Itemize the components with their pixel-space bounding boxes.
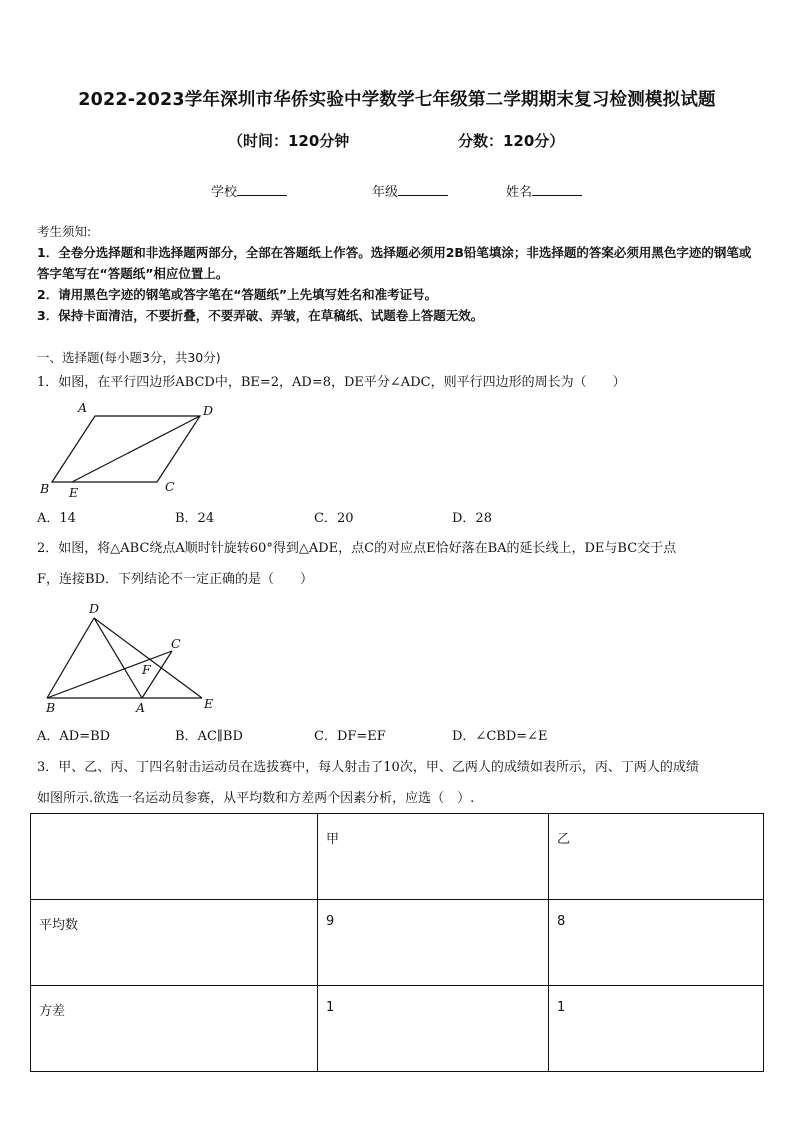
notes-heading: 考生须知:	[37, 224, 92, 239]
table-row	[31, 900, 764, 986]
label-e: E	[204, 696, 214, 711]
table-cell: 平均数	[31, 900, 318, 986]
q1-parallelogram-figure	[36, 398, 226, 502]
table-cell: 8	[549, 900, 764, 986]
table-cell: 方差	[31, 986, 318, 1072]
q1-option-b: B．24	[175, 511, 215, 526]
q1-stem: 1．如图，在平行四边形ABCD中，BE=2，AD=8，DE平分∠ADC，则平行四边形的周长为（ ）	[37, 375, 626, 390]
label-f: F	[142, 662, 151, 677]
table-cell: 9	[318, 900, 549, 986]
q2-option-a: A．AD=BD	[37, 729, 111, 744]
note-item: 1．全卷分选择题和非选择题两部分，全部在答题纸上作答。选择题必须用2B铅笔填涂；非选择题的答案必须用黑色字迹的钢笔或答字笔写在“答题纸”相应位置上。	[37, 245, 752, 281]
q2-option-b: B．AC∥BD	[175, 729, 243, 744]
q2-option-d: D．∠CBD=∠E	[452, 729, 548, 744]
grade-blank	[398, 183, 448, 196]
section-heading: 一、选择题(每小题3分，共30分)	[37, 350, 221, 365]
label-b: B	[46, 700, 56, 715]
label-c: C	[171, 636, 181, 651]
segment-de	[94, 618, 202, 698]
q3-score-table	[30, 813, 764, 1072]
table-header-row	[31, 814, 764, 900]
label-d: D	[89, 601, 100, 616]
page-title: 2022-2023学年深圳市华侨实验中学数学七年级第二学期期末复习检测模拟试题	[78, 90, 716, 110]
name-field	[506, 181, 582, 200]
grade-field	[372, 181, 448, 200]
q3-stem-line1: 3．甲、乙、丙、丁四名射击运动员在选拔赛中，每人射击了10次，甲、乙两人的成绩如表所示，丙、丁两人的成绩	[37, 760, 699, 775]
segment-bd	[47, 618, 94, 698]
q2-option-c: C．DF=EF	[314, 729, 386, 744]
parallelogram-abcd	[52, 416, 200, 482]
segment-da	[94, 618, 142, 698]
segment-de	[72, 416, 200, 482]
label-a: A	[78, 400, 88, 415]
name-blank	[532, 183, 582, 196]
time-label: （时间：120分钟	[228, 132, 350, 150]
school-label: 学校	[211, 185, 238, 200]
table-row	[31, 986, 764, 1072]
q2-stem-line1: 2．如图，将△ABC绕点A顺时针旋转60°得到△ADE，点C的对应点E恰好落在BA的延长线上，DE与BC交于点	[37, 541, 677, 556]
name-label: 姓名	[506, 185, 533, 200]
q1-option-a: A．14	[37, 511, 76, 526]
label-d: D	[203, 403, 214, 418]
q1-option-c: C．20	[314, 511, 354, 526]
school-blank	[237, 183, 287, 196]
q1-option-d: D．28	[452, 511, 492, 526]
score-label: 分数：120分）	[458, 132, 565, 150]
label-e: E	[69, 485, 79, 500]
table-cell: 甲	[318, 814, 549, 900]
q3-stem-line2: 如图所示.欲选一名运动员参赛，从平均数和方差两个因素分析，应选（ ）.	[37, 791, 475, 806]
q2-stem-line2: F，连接BD．下列结论不一定正确的是（ ）	[37, 572, 313, 587]
q2-rotation-figure	[36, 598, 226, 720]
table-cell: 1	[318, 986, 549, 1072]
label-c: C	[165, 479, 175, 494]
note-item: 2．请用黑色字迹的钢笔或答字笔在“答题纸”上先填写姓名和准考证号。	[37, 287, 438, 302]
table-cell: 乙	[549, 814, 764, 900]
segment-bc	[47, 651, 172, 698]
note-item: 3．保持卡面清洁，不要折叠，不要弄破、弄皱，在草稿纸、试题卷上答题无效。	[37, 308, 484, 323]
exam-notes	[37, 221, 759, 326]
grade-label: 年级	[372, 185, 399, 200]
label-b: B	[40, 481, 50, 496]
school-field	[211, 181, 287, 200]
label-a: A	[136, 700, 146, 715]
table-cell: 1	[549, 986, 764, 1072]
table-cell	[31, 814, 318, 900]
